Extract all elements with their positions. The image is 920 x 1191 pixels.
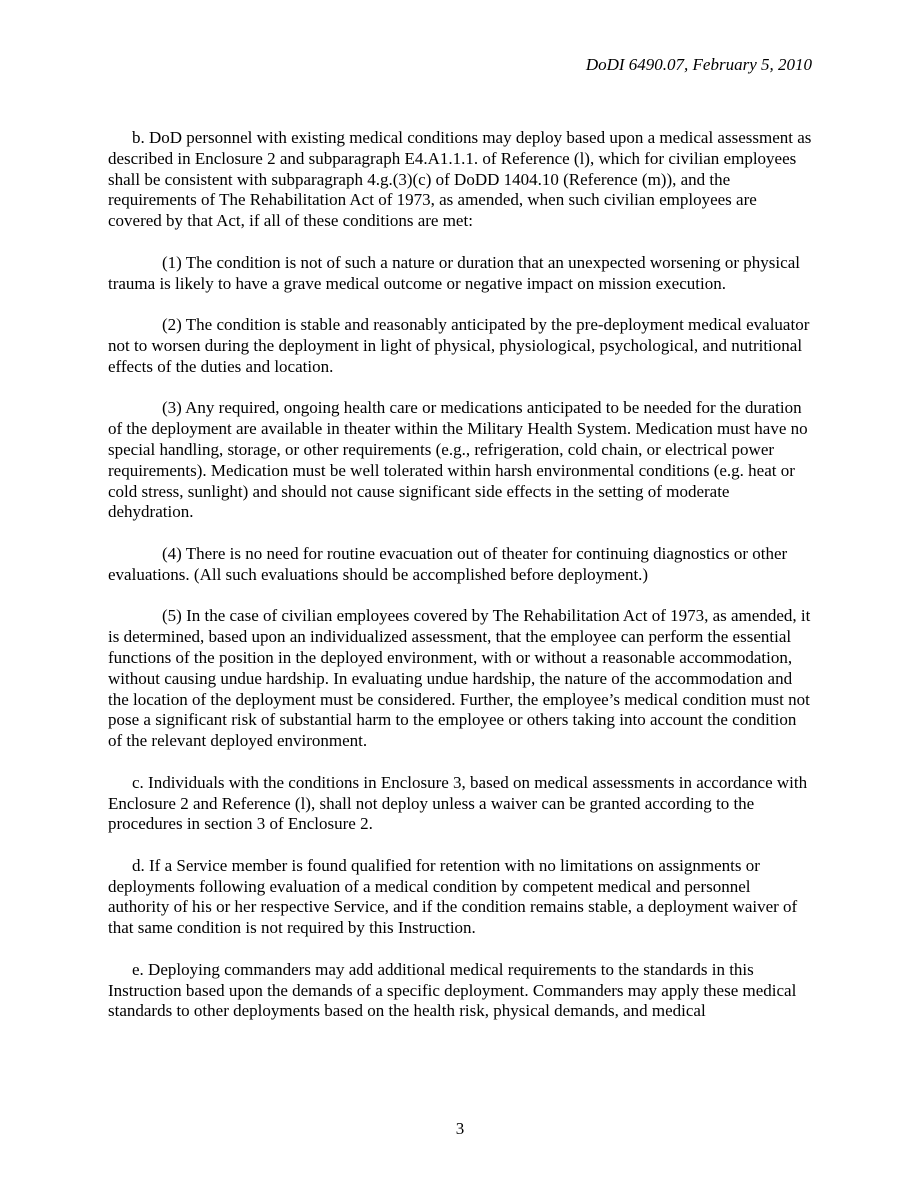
paragraph-c: c. Individuals with the conditions in Enclosure 3, based on medical assessments in accordance with Enclosure 2 and Reference (l), shall not deploy unless a waiver can be granted according to the procedures in section 3 of Enclosure 2. — [108, 772, 808, 834]
paragraph-d: d. If a Service member is found qualified for retention with no limitations on assignments or deployments following evaluation of a medical condition by competent medical and personnel authority of his or her respective Service, and if the condition remains stable, a deployment waiver of that same condition is not required by this Instruction. — [108, 855, 798, 938]
paragraph-b-5: (5) In the case of civilian employees covered by The Rehabilitation Act of 1973, as amended, it is determined, based upon an individualized assessment, that the employee can perform the essential functions of the position in the deployed environment, with or without a reasonable accommodation, without causing undue hardship. In evaluating undue hardship, the nature of the accommodation and the location of the deployment must be considered. Further, the employee’s medical condition must not pose a significant risk of substantial harm to the employee or others taking into account the condition of the relevant deployed environment. — [108, 606, 811, 751]
paragraph-e: e. Deploying commanders may add additional medical requirements to the standards in this Instruction based upon the demands of a specific deployment. Commanders may apply these medical standards to other deployments based on the health risk, physical demands, and medical — [108, 959, 797, 1021]
paragraph-b-2: (2) The condition is stable and reasonably anticipated by the pre-deployment medical evaluator not to worsen during the deployment in light of physical, physiological, psychological, and nutritional effects of the duties and location. — [108, 315, 810, 376]
paragraph-b-1: (1) The condition is not of such a nature or duration that an unexpected worsening or physical trauma is likely to have a grave medical outcome or negative impact on mission execution. — [108, 252, 800, 293]
paragraph-b-4: (4) There is no need for routine evacuation out of theater for continuing diagnostics or other evaluations. (All such evaluations should be accomplished before deployment.) — [108, 543, 788, 584]
running-header: DoDI 6490.07, February 5, 2010 — [585, 55, 812, 74]
page-number: 3 — [455, 1119, 465, 1138]
document-body — [108, 128, 812, 1022]
paragraph-b: b. DoD personnel with existing medical conditions may deploy based upon a medical assessment as described in Enclosure 2 and subparagraph E4.A1.1.1. of Reference (l), which for civilian employees shall be consistent with subparagraph 4.g.(3)(c) of DoDD 1404.10 (Reference (m)), and the requirements of The Rehabilitation Act of 1973, as amended, when such civilian employees are covered by that Act, if all of these conditions are met: — [108, 128, 812, 231]
paragraph-b-3: (3) Any required, ongoing health care or medications anticipated to be needed for the duration of the deployment are available in theater within the Military Health System. Medication must have no special handling, storage, or other requirements (e.g., refrigeration, cold chain, or electrical power requirements). Medication must be well tolerated within harsh environmental conditions (e.g. heat or cold stress, sunlight) and should not cause significant side effects in the setting of moderate dehydration. — [108, 398, 808, 522]
